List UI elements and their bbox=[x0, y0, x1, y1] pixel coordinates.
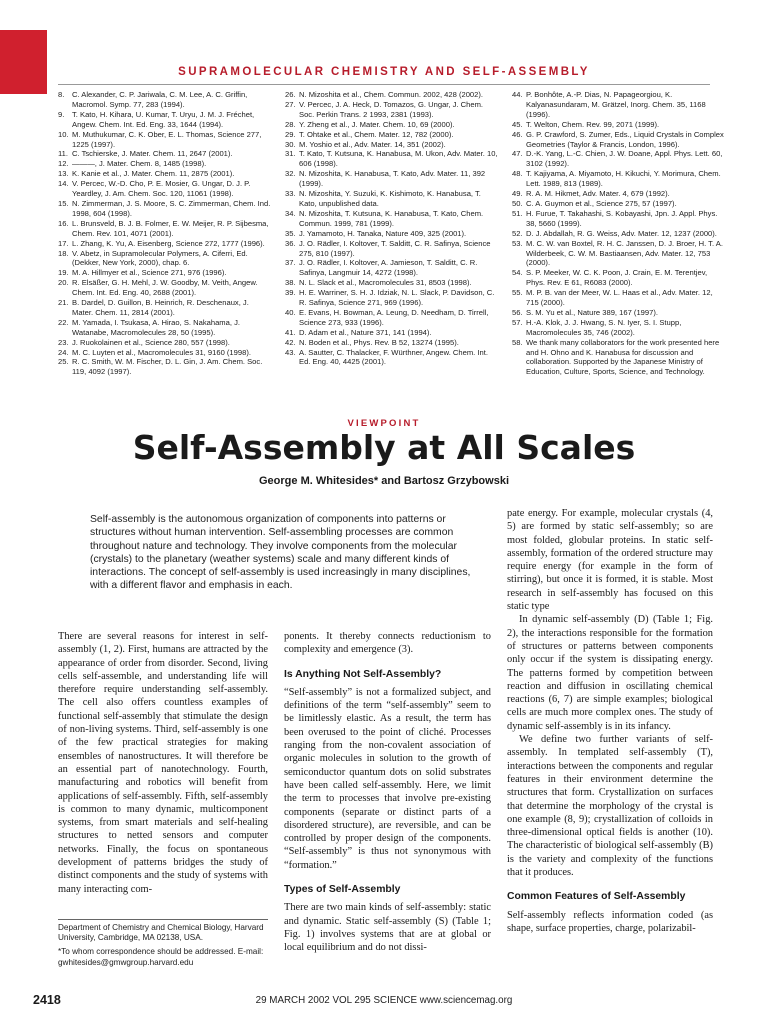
reference-item bbox=[285, 100, 499, 120]
page-number: 2418 bbox=[33, 993, 61, 1007]
reference-item bbox=[512, 268, 726, 288]
reference-item bbox=[58, 338, 272, 348]
reference-text: R. A. M. Hikmet, Adv. Mater. 4, 679 (1992). bbox=[526, 189, 670, 199]
reference-number: 41. bbox=[285, 327, 296, 337]
reference-text: V. Percec, W.-D. Cho, P. E. Mosier, G. Ungar, D. J. P. Yeardley, J. Am. Chem. Soc. 120, 11061 (1998). bbox=[72, 179, 251, 199]
reference-number: 51. bbox=[512, 208, 523, 218]
reference-number: 13. bbox=[58, 169, 69, 179]
reference-number: 54. bbox=[512, 268, 523, 278]
reference-number: 27. bbox=[285, 99, 296, 109]
reference-text: C. Alexander, C. P. Jariwala, C. M. Lee, A. C. Griffin, Macromol. Symp. 77, 283 (1994). bbox=[72, 90, 248, 109]
reference-number: 40. bbox=[285, 307, 296, 317]
reference-text: T. Kajiyama, A. Miyamoto, H. Kikuchi, Y. Morimura, Chem. Lett. 1989, 813 (1989). bbox=[526, 169, 721, 189]
reference-text: C. A. Guymon et al., Science 275, 57 (1997). bbox=[526, 198, 677, 208]
reference-item bbox=[58, 268, 272, 278]
reference-item bbox=[512, 209, 726, 229]
paragraph: “Self-assembly” is not a formalized subject, and definitions of the term “self-assembly” seem to be limitlessly elastic. As a result, the term has been overused to the point of cliché. Processes ranging from the non-covalent association of organic molecules in solution to the growth of semiconductor quantum dots on solid substrates have been called self-assembly. Here, we limit the term to processes that involve pre-existing components (separate or distinct parts of a disordered structure), are reversible, and can be controlled by proper design of the components. “Self-assembly” is thus not synonymous with “formation.” bbox=[284, 686, 491, 871]
reference-item bbox=[285, 328, 499, 338]
authors: George M. Whitesides* and Bartosz Grzybowski bbox=[259, 475, 509, 487]
references-column-2 bbox=[285, 90, 499, 377]
reference-item bbox=[285, 189, 499, 209]
reference-number: 18. bbox=[58, 248, 69, 258]
reference-number: 19. bbox=[58, 268, 69, 278]
paragraph: In dynamic self-assembly (D) (Table 1; Fig. 2), the interactions responsible for the formation of structures or patterns between components only occur if the system is dissipating energy. The patterns formed by competition between reaction and diffusion in oscillating chemical reactions (6, 7) are simple examples; biological cells are much more complex ones. The study of dynamic self-assembly is in its infancy. bbox=[507, 614, 713, 732]
reference-item bbox=[512, 239, 726, 269]
reference-text: N. Boden et al., Phys. Rev. B 52, 13274 (1995). bbox=[299, 337, 459, 347]
reference-item bbox=[512, 199, 726, 209]
reference-item bbox=[512, 149, 726, 169]
affiliation: Department of Chemistry and Chemical Biology, Harvard University, Cambridge, MA 02138, USA. bbox=[58, 923, 264, 943]
reference-text: J. Ruokolainen et al., Science 280, 557 (1998). bbox=[72, 337, 230, 347]
reference-text: D. J. Abdallah, R. G. Weiss, Adv. Mater. 12, 1237 (2000). bbox=[526, 228, 717, 238]
reference-item bbox=[512, 318, 726, 338]
reference-item bbox=[512, 120, 726, 130]
reference-item bbox=[58, 298, 272, 318]
reference-item bbox=[512, 90, 726, 120]
body-column-left bbox=[58, 630, 268, 896]
reference-item bbox=[285, 338, 499, 348]
paragraph: There are several reasons for interest in self-assembly (1, 2). First, humans are attracted by the appearance of order from disorder. Second, living cells self-assemble, and understanding life will therefore require understanding self-assembly. The cell also offers countless examples of functional self-assembly that stimulate the design of non-living systems. Third, self-assembly is one of the few practical strategies for making ensembles of nanostructures. It will therefore be an essential part of nanotechnology. Fourth, manufacturing and robotics will benefit from applications of self-assembly. Fifth, self-assembly is common to many dynamic, multicomponent systems, from smart materials and self-healing structures to netted sensors and computer networks. Finally, the focus on spontaneous development of patterns bridges the study of distinct components and the study of systems with many interacting com- bbox=[58, 631, 268, 895]
reference-text: H. E. Warriner, S. H. J. Idziak, N. L. Slack, P. Davidson, C. R. Safinya, Science 271, 969 (1996). bbox=[299, 288, 495, 308]
reference-text: T. Ohtake et al., Chem. Mater. 12, 782 (2000). bbox=[299, 129, 454, 139]
reference-text: V. Abetz, in Supramolecular Polymers, A. Ciferri, Ed. (Dekker, New York, 2000), chap. 6. bbox=[72, 248, 248, 268]
reference-number: 24. bbox=[58, 347, 69, 357]
reference-list bbox=[512, 90, 726, 377]
paragraph: ponents. It thereby connects reductionism to complexity and emergence (3). bbox=[284, 631, 491, 656]
reference-item bbox=[285, 229, 499, 239]
reference-item bbox=[285, 209, 499, 229]
reference-number: 12. bbox=[58, 159, 69, 169]
reference-text: B. Dardel, D. Guillon, B. Heinrich, R. Deschenaux, J. Mater. Chem. 11, 2814 (2001). bbox=[72, 298, 249, 317]
reference-number: 10. bbox=[58, 129, 69, 139]
reference-item bbox=[58, 357, 272, 377]
reference-item bbox=[512, 189, 726, 199]
reference-text: R. Elsäßer, G. H. Mehl, J. W. Goodby, M. Veith, Angew. Chem. Int. Ed. Eng. 40, 2688 (2001). bbox=[72, 278, 258, 298]
reference-item bbox=[58, 348, 272, 358]
reference-number: 31. bbox=[285, 149, 296, 159]
references-section bbox=[58, 90, 726, 377]
reference-text: E. Evans, H. Bowman, A. Leung, D. Needham, D. Tirrell, Science 273, 933 (1996). bbox=[299, 307, 489, 327]
reference-number: 21. bbox=[58, 298, 69, 308]
reference-item bbox=[58, 278, 272, 298]
reference-item bbox=[512, 169, 726, 189]
reference-number: 8. bbox=[58, 90, 65, 99]
reference-text: C. Tschierske, J. Mater. Chem. 11, 2647 (2001). bbox=[72, 149, 233, 159]
corner-color-block bbox=[0, 30, 47, 94]
reference-text: D.-K. Yang, L.-C. Chien, J. W. Doane, Appl. Phys. Lett. 60, 3102 (1992). bbox=[526, 149, 723, 169]
abstract: Self-assembly is the autonomous organization of components into patterns or structures without human intervention. Self-assembling processes are common throughout nature and technology. They involve components from the molecular (crystals) to the planetary (weather systems) scale and many different kinds of interactions. The concept of self-assembly is used increasingly in many disciplines, with a different flavor and emphasis in each. bbox=[90, 514, 471, 592]
reference-number: 48. bbox=[512, 169, 523, 179]
header-rule bbox=[58, 84, 710, 85]
reference-number: 23. bbox=[58, 337, 69, 347]
reference-number: 29. bbox=[285, 129, 296, 139]
reference-number: 20. bbox=[58, 278, 69, 288]
reference-item bbox=[58, 110, 272, 130]
reference-text: P. Bonhôte, A.-P. Dias, N. Papageorgiou, K. Kalyanasundaram, M. Grätzel, Inorg. Chem. 35, 1168 (1996). bbox=[526, 90, 706, 119]
reference-item bbox=[285, 130, 499, 140]
footer-info: 29 MARCH 2002 VOL 295 SCIENCE www.sciencemag.org bbox=[255, 995, 513, 1006]
reference-text: M. C. Luyten et al., Macromolecules 31, 9160 (1998). bbox=[72, 347, 251, 357]
paragraph: Self-assembly reflects information coded (as shape, surface properties, charge, polarizabil- bbox=[507, 909, 713, 934]
paragraph: We define two further variants of self-assembly. In templated self-assembly (T), interactions between the components and regular features in their environment determine the structures that form. Crystallization on surfaces that determine the morphology of the crystal is one example (8, 9); crystallization of colloids in three-dimensional optical fields is another (10). The characteristic of biological self-assembly (B) is the variety and complexity of the functions that it produces. bbox=[507, 734, 713, 879]
reference-text: A. Sautter, C. Thalacker, F. Würthner, Angew. Chem. Int. Ed. Eng. 40, 4425 (2001). bbox=[299, 347, 488, 367]
reference-item bbox=[285, 169, 499, 189]
reference-number: 43. bbox=[285, 347, 296, 357]
reference-item bbox=[58, 239, 272, 249]
reference-text: T. Welton, Chem. Rev. 99, 2071 (1999). bbox=[526, 119, 660, 129]
subheading: Is Anything Not Self-Assembly? bbox=[284, 668, 442, 680]
references-column-3 bbox=[512, 90, 726, 377]
reference-text: Y. Zheng et al., J. Mater. Chem. 10, 69 (2000). bbox=[299, 119, 455, 129]
reference-text: J. O. Rädler, I. Koltover, T. Salditt, C. R. Safinya, Science 275, 810 (1997). bbox=[299, 238, 491, 258]
reference-number: 17. bbox=[58, 238, 69, 248]
reference-text: M. Muthukumar, C. K. Ober, E. L. Thomas, Science 277, 1225 (1997). bbox=[72, 129, 262, 149]
reference-number: 33. bbox=[285, 189, 296, 199]
reference-item bbox=[58, 169, 272, 179]
paragraph: There are two main kinds of self-assembly: static and dynamic. Static self-assembly (S) (Table 1; Fig. 1) involves systems that are at global or local equilibrium and do not dissi- bbox=[284, 902, 491, 954]
reference-number: 45. bbox=[512, 119, 523, 129]
reference-number: 26. bbox=[285, 90, 296, 99]
references-column-1 bbox=[58, 90, 272, 377]
reference-number: 36. bbox=[285, 238, 296, 248]
reference-text: S. M. Yu et al., Nature 389, 167 (1997). bbox=[526, 307, 658, 317]
reference-text: R. C. Smith, W. M. Fischer, D. L. Gin, J. Am. Chem. Soc. 119, 4092 (1997). bbox=[72, 357, 263, 377]
reference-number: 37. bbox=[285, 258, 296, 268]
reference-text: N. Mizoshita, K. Hanabusa, T. Kato, Adv. Mater. 11, 392 (1999). bbox=[299, 169, 486, 189]
reference-number: 11. bbox=[58, 149, 68, 159]
reference-item bbox=[58, 149, 272, 159]
reference-item bbox=[512, 130, 726, 150]
reference-item bbox=[58, 159, 272, 169]
reference-item bbox=[58, 199, 272, 219]
reference-number: 28. bbox=[285, 119, 296, 129]
reference-item bbox=[285, 120, 499, 130]
reference-item bbox=[58, 249, 272, 269]
reference-text: J. Yamamoto, H. Tanaka, Nature 409, 325 (2001). bbox=[299, 228, 467, 238]
reference-text: L. Brunsveld, B. J. B. Folmer, E. W. Meijer, R. P. Sijbesma, Chem. Rev. 101, 4071 (2001). bbox=[72, 218, 269, 238]
reference-number: 50. bbox=[512, 198, 523, 208]
reference-number: 22. bbox=[58, 317, 69, 327]
reference-number: 30. bbox=[285, 139, 296, 149]
reference-text: T. Kato, H. Kihara, U. Kumar, T. Uryu, J. M. J. Fréchet, Angew. Chem. Int. Ed. Eng. 33, 1644 (1994). bbox=[72, 109, 255, 129]
reference-number: 15. bbox=[58, 198, 69, 208]
reference-item bbox=[58, 90, 272, 110]
reference-text: M. A. Hillmyer et al., Science 271, 976 (1996). bbox=[72, 268, 227, 278]
section-header: SUPRAMOLECULAR CHEMISTRY AND SELF-ASSEMBLY bbox=[178, 66, 590, 78]
reference-number: 16. bbox=[58, 218, 69, 228]
reference-number: 9. bbox=[58, 109, 65, 119]
reference-number: 35. bbox=[285, 228, 296, 238]
reference-number: 38. bbox=[285, 278, 296, 288]
subheading: Types of Self-Assembly bbox=[284, 884, 401, 896]
reference-number: 47. bbox=[512, 149, 523, 159]
reference-text: M. P. B. van der Meer, W. L. Haas et al., Adv. Mater. 12, 715 (2000). bbox=[526, 288, 713, 308]
reference-item bbox=[285, 239, 499, 259]
reference-item bbox=[285, 258, 499, 278]
reference-number: 34. bbox=[285, 208, 296, 218]
reference-text: J. O. Rädler, I. Koltover, A. Jamieson, T. Salditt, C. R. Safinya, Langmuir 14, 4272 (1998). bbox=[299, 258, 478, 278]
reference-number: 39. bbox=[285, 288, 296, 298]
reference-item bbox=[512, 308, 726, 318]
reference-number: 53. bbox=[512, 238, 523, 248]
reference-number: 56. bbox=[512, 307, 523, 317]
reference-text: N. Mizoshita et al., Chem. Commun. 2002, 428 (2002). bbox=[299, 90, 484, 99]
reference-text: H.-A. Klok, J. J. Hwang, S. N. Iyer, S. I. Stupp, Macromolecules 35, 746 (2002). bbox=[526, 317, 682, 337]
reference-text: M. Yoshio et al., Adv. Mater. 14, 351 (2002). bbox=[299, 139, 446, 149]
reference-item bbox=[58, 219, 272, 239]
reference-text: M. C. W. van Boxtel, R. H. C. Janssen, D. J. Broer, H. T. A. Wilderbeek, C. W. M. Bastiaansen, Adv. Mater. 12, 753 (2000). bbox=[526, 238, 723, 268]
reference-number: 55. bbox=[512, 288, 523, 298]
reference-number: 25. bbox=[58, 357, 69, 367]
reference-text: S. P. Meeker, W. C. K. Poon, J. Crain, E. M. Terentjev, Phys. Rev. E 61, R6083 (2000). bbox=[526, 268, 708, 288]
reference-text: We thank many collaborators for the work presented here and H. Ohno and K. Hanabusa for discussion and collaboration. Supported by the Japanese Ministry of Education, Culture, Sports, Science, and Technology. bbox=[526, 337, 720, 377]
body-column-right bbox=[507, 507, 713, 935]
reference-item bbox=[58, 130, 272, 150]
reference-number: 52. bbox=[512, 228, 523, 238]
reference-text: H. Furue, T. Takahashi, S. Kobayashi, Jpn. J. Appl. Phys. 38, 5660 (1999). bbox=[526, 208, 718, 228]
reference-item bbox=[285, 308, 499, 328]
reference-text: M. Yamada, I. Tsukasa, A. Hirao, S. Nakahama, J. Watanabe, Macromolecules 28, 50 (1995). bbox=[72, 317, 240, 337]
viewpoint-label: VIEWPOINT bbox=[347, 418, 421, 429]
reference-number: 44. bbox=[512, 90, 523, 99]
reference-list bbox=[58, 90, 272, 377]
reference-text: N. L. Slack et al., Macromolecules 31, 8503 (1998). bbox=[299, 278, 472, 288]
reference-number: 32. bbox=[285, 169, 296, 179]
reference-text: V. Percec, J. A. Heck, D. Tomazos, G. Ungar, J. Chem. Soc. Perkin Trans. 2 1993, 2381 (1993). bbox=[299, 99, 484, 119]
reference-text: L. Zhang, K. Yu, A. Eisenberg, Science 272, 1777 (1996). bbox=[72, 238, 265, 248]
reference-text: N. Zimmerman, J. S. Moore, S. C. Zimmerman, Chem. Ind. 1998, 604 (1998). bbox=[72, 198, 271, 218]
reference-item bbox=[285, 149, 499, 169]
reference-number: 57. bbox=[512, 317, 523, 327]
reference-item bbox=[285, 348, 499, 368]
affiliation-rule bbox=[58, 919, 268, 920]
subheading: Common Features of Self-Assembly bbox=[507, 891, 686, 903]
affiliation-block bbox=[58, 923, 268, 972]
reference-item bbox=[58, 318, 272, 338]
reference-number: 46. bbox=[512, 129, 523, 139]
reference-text: G. P. Crawford, S. Zumer, Eds., Liquid Crystals in Complex Geometries (Taylor & Francis, London, 1996). bbox=[526, 129, 724, 149]
reference-item bbox=[512, 288, 726, 308]
reference-item bbox=[512, 229, 726, 239]
paragraph: pate energy. For example, molecular crystals (4, 5) are formed by static self-assembly; so are most folded, globular proteins. In static self-assembly, formation of the ordered structure may require energy (for example in the form of stirring), but once it is formed, it is stable. Most research in self-assembly has focused on this static type bbox=[507, 508, 713, 613]
reference-item bbox=[285, 90, 499, 100]
body-column-middle bbox=[284, 630, 491, 955]
reference-number: 42. bbox=[285, 337, 296, 347]
reference-text: N. Mizoshita, Y. Suzuki, K. Kishimoto, K. Hanabusa, T. Kato, unpublished data. bbox=[299, 189, 481, 208]
reference-text: D. Adam et al., Nature 371, 141 (1994). bbox=[299, 327, 432, 337]
reference-text: ———, J. Mater. Chem. 8, 1485 (1998). bbox=[72, 159, 207, 169]
reference-text: K. Kanie et al., J. Mater. Chem. 11, 2875 (2001). bbox=[72, 169, 235, 179]
reference-number: 14. bbox=[58, 179, 69, 189]
correspondence-note: *To whom correspondence should be addressed. E-mail: gwhitesides@gmwgroup.harvard.edu bbox=[58, 947, 264, 967]
reference-item bbox=[512, 338, 726, 378]
reference-item bbox=[58, 179, 272, 199]
reference-text: N. Mizoshita, T. Kutsuna, K. Hanabusa, T. Kato, Chem. Commun. 1999, 781 (1999). bbox=[299, 208, 484, 228]
reference-item bbox=[285, 140, 499, 150]
reference-list bbox=[285, 90, 499, 367]
reference-item bbox=[285, 278, 499, 288]
reference-text: T. Kato, T. Kutsuna, K. Hanabusa, M. Ukon, Adv. Mater. 10, 606 (1998). bbox=[299, 149, 498, 169]
reference-number: 49. bbox=[512, 189, 523, 199]
reference-item bbox=[285, 288, 499, 308]
reference-number: 58. bbox=[512, 337, 523, 347]
article-title: Self-Assembly at All Scales bbox=[132, 428, 636, 467]
